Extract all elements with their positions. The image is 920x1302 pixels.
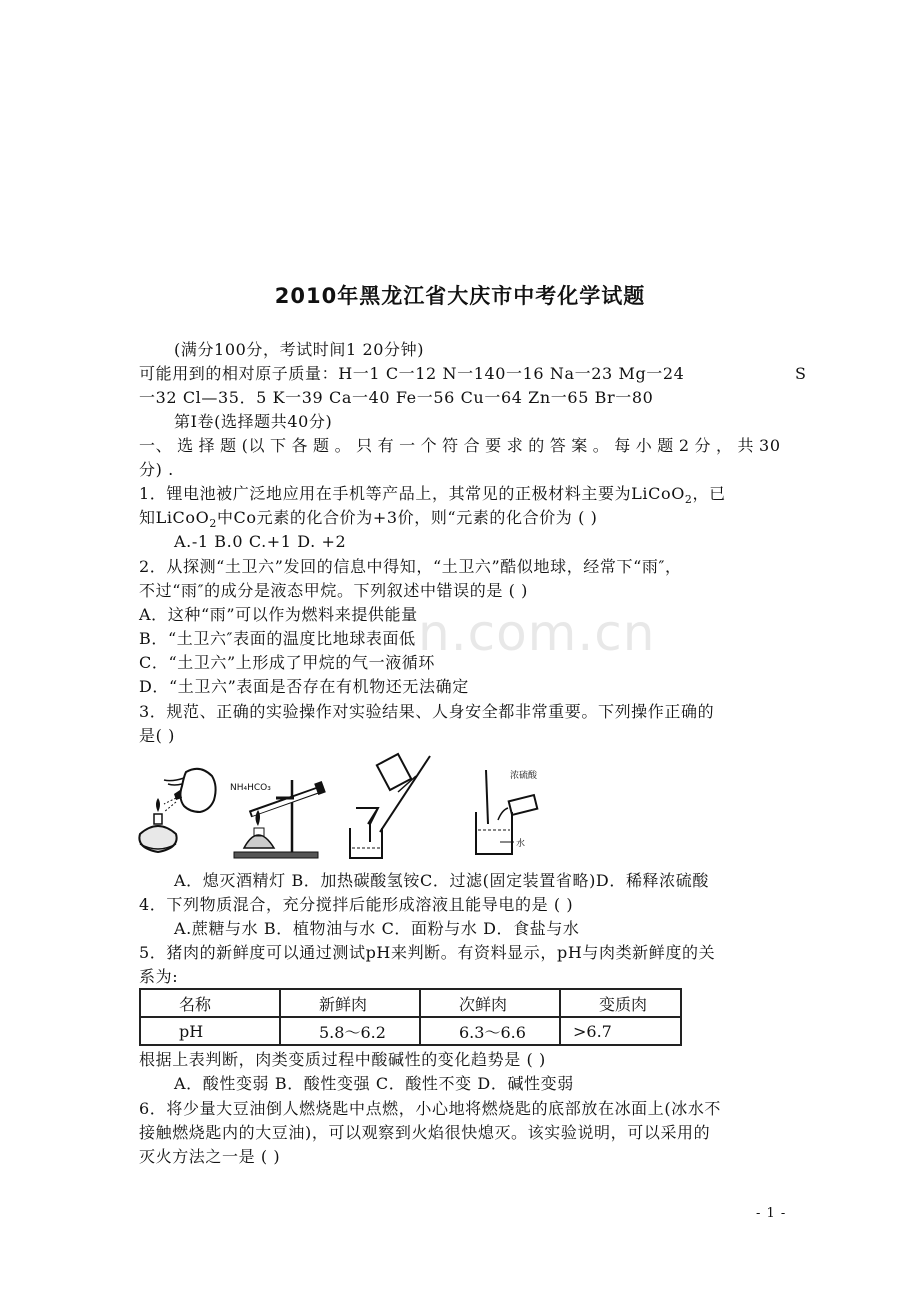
part1-token: 题: [313, 436, 330, 455]
table-header-cell: 变质肉: [560, 989, 681, 1017]
part1-token: 下: [270, 436, 287, 455]
table-cell: >6.7: [560, 1017, 681, 1045]
q2-option-a: A．这种“雨”可以作为燃料来提供能量: [139, 605, 418, 624]
q1-subscript: 2: [684, 493, 693, 507]
q1-subscript-2: 2: [209, 517, 217, 531]
table-header-cell: 新鲜肉: [280, 989, 420, 1017]
part1-token: 2: [678, 436, 690, 455]
page-number: - 1 -: [756, 1206, 787, 1221]
part1-token: 有: [377, 436, 395, 455]
q6-line2: 接触燃烧匙内的大豆油)，可以观察到火焰很快熄灭。该实验说明，可以采用的: [139, 1123, 711, 1142]
part1-token: 题: [657, 436, 674, 455]
table-header-row: [140, 989, 681, 1017]
part1-token: 只: [356, 436, 373, 455]
part1-instruction-line2: 分) .: [139, 460, 174, 479]
part1-token: 符: [442, 436, 459, 455]
table-row: [140, 1017, 681, 1045]
q5-line3: 根据上表判断，肉类变质过程中酸碱性的变化趋势是 ( ): [139, 1050, 546, 1069]
ph-freshness-table: [139, 988, 682, 1046]
q1-text-end: ，已: [692, 484, 726, 503]
part1-token: (以: [241, 436, 266, 455]
table-cell: pH: [140, 1017, 280, 1045]
figure-blow-out-lamp: [134, 764, 218, 862]
part1-token: ，: [716, 436, 733, 455]
part1-token: 要: [485, 436, 502, 455]
q4-line1: 4．下列物质混合，充分搅拌后能形成溶液且能导电的是 ( ): [139, 895, 574, 914]
q4-options: A.蔗糖与水 B．植物油与水 C．面粉与水 D．食盐与水: [174, 919, 580, 938]
part1-token: 各: [291, 436, 309, 455]
figure-filtration: [346, 752, 432, 862]
page-title: 2010年黑龙江省大庆市中考化学试题: [274, 284, 646, 308]
figure-label-water: 水: [516, 839, 526, 849]
table-cell: 5.8～6.2: [280, 1017, 420, 1045]
part1-token: 答: [549, 436, 567, 455]
part1-token: 分: [694, 436, 712, 455]
part1-token: 一、: [139, 436, 173, 455]
part1-token: 。: [334, 436, 352, 455]
part1-token: 个: [420, 436, 438, 455]
q5-line1: 5．猪肉的新鲜度可以通过测试pH来判断。有资料显示，pH与肉类新鲜度的关: [139, 943, 716, 962]
q3-line2: 是( ): [139, 726, 175, 745]
q2-option-d: D．“土卫六”表面是否存在有机物还无法确定: [139, 677, 469, 696]
atomic-mass-line1: 可能用到的相对原子质量：H一1 C一12 N一140一16 Na一23 Mg一24: [139, 364, 685, 383]
q1-options: A.-1 B.0 C.+1 D. +2: [174, 532, 347, 551]
table-header-cell: 名称: [140, 989, 280, 1017]
atomic-mass-line1-end: S: [795, 364, 807, 383]
q2-line1: 2．从探测“土卫六”发回的信息中得知，“土卫六”酷似地球，经常下“雨″，: [139, 557, 682, 576]
figure-label-acid: 浓硫酸: [510, 771, 538, 781]
exam-info: (满分100分，考试时间1 20分钟): [174, 340, 425, 359]
section-title: 第I卷(选择题共40分): [174, 412, 333, 431]
q2-option-b: B．“土卫六″表面的温度比地球表面低: [139, 629, 416, 648]
atomic-mass-line2: 一32 Cl—35．5 K一39 Ca一40 Fe一56 Cu一64 Zn一65 Br一80: [139, 388, 654, 407]
figure-label-nh4hco3: NH₄HCO₃: [230, 783, 271, 793]
part1-token: 案: [571, 436, 588, 455]
watermark: n.com.cn: [418, 604, 656, 662]
table-cell: 6.3～6.6: [420, 1017, 560, 1045]
q5-options: A．酸性变弱 B．酸性变强 C．酸性不变 D．碱性变弱: [174, 1074, 574, 1093]
q1-text-c: 中Co元素的化合价为+3价，则“元素的化合价为 ( ): [216, 508, 598, 527]
part1-token: 。: [592, 436, 610, 455]
figure-heat-ammonium-bicarbonate: [230, 776, 326, 862]
part1-token: 选: [177, 436, 194, 455]
part1-token: 每: [614, 436, 631, 455]
part1-token: 共: [737, 436, 755, 455]
q2-option-c: C．“土卫六”上形成了甲烷的气一液循环: [139, 653, 436, 672]
q1-text-b: 知LiCoO: [139, 508, 210, 527]
q3-line1: 3．规范、正确的实验操作对实验结果、人身安全都非常重要。下列操作正确的: [139, 702, 715, 721]
q6-line3: 灭火方法之一是 ( ): [139, 1147, 281, 1166]
part1-token: 小: [635, 436, 653, 455]
part1-token: 求: [506, 436, 524, 455]
figure-dilute-sulfuric-acid: [474, 764, 554, 862]
q5-line2: 系为:: [139, 967, 179, 986]
part1-token: 合: [463, 436, 481, 455]
q1-text-a: 1．锂电池被广泛地应用在手机等产品上，其常见的正极材料主要为LiCoO: [139, 484, 685, 503]
q6-line1: 6．将少量大豆油倒人燃烧匙中点燃，小心地将燃烧匙的底部放在冰面上(冰水不: [139, 1099, 722, 1118]
part1-token: 题: [220, 436, 237, 455]
part1-instruction-line1: [139, 434, 781, 458]
table-header-cell: 次鲜肉: [420, 989, 560, 1017]
part1-token: 30: [759, 436, 781, 455]
part1-token: 一: [399, 436, 416, 455]
part1-token: 择: [198, 436, 216, 455]
q2-line2: 不过“雨″的成分是液态甲烷。下列叙述中错误的是 ( ): [139, 581, 529, 600]
part1-token: 的: [528, 436, 545, 455]
q3-options: A．熄灭酒精灯 B．加热碳酸氢铵C．过滤(固定装置省略)D．稀释浓硫酸: [174, 871, 709, 890]
